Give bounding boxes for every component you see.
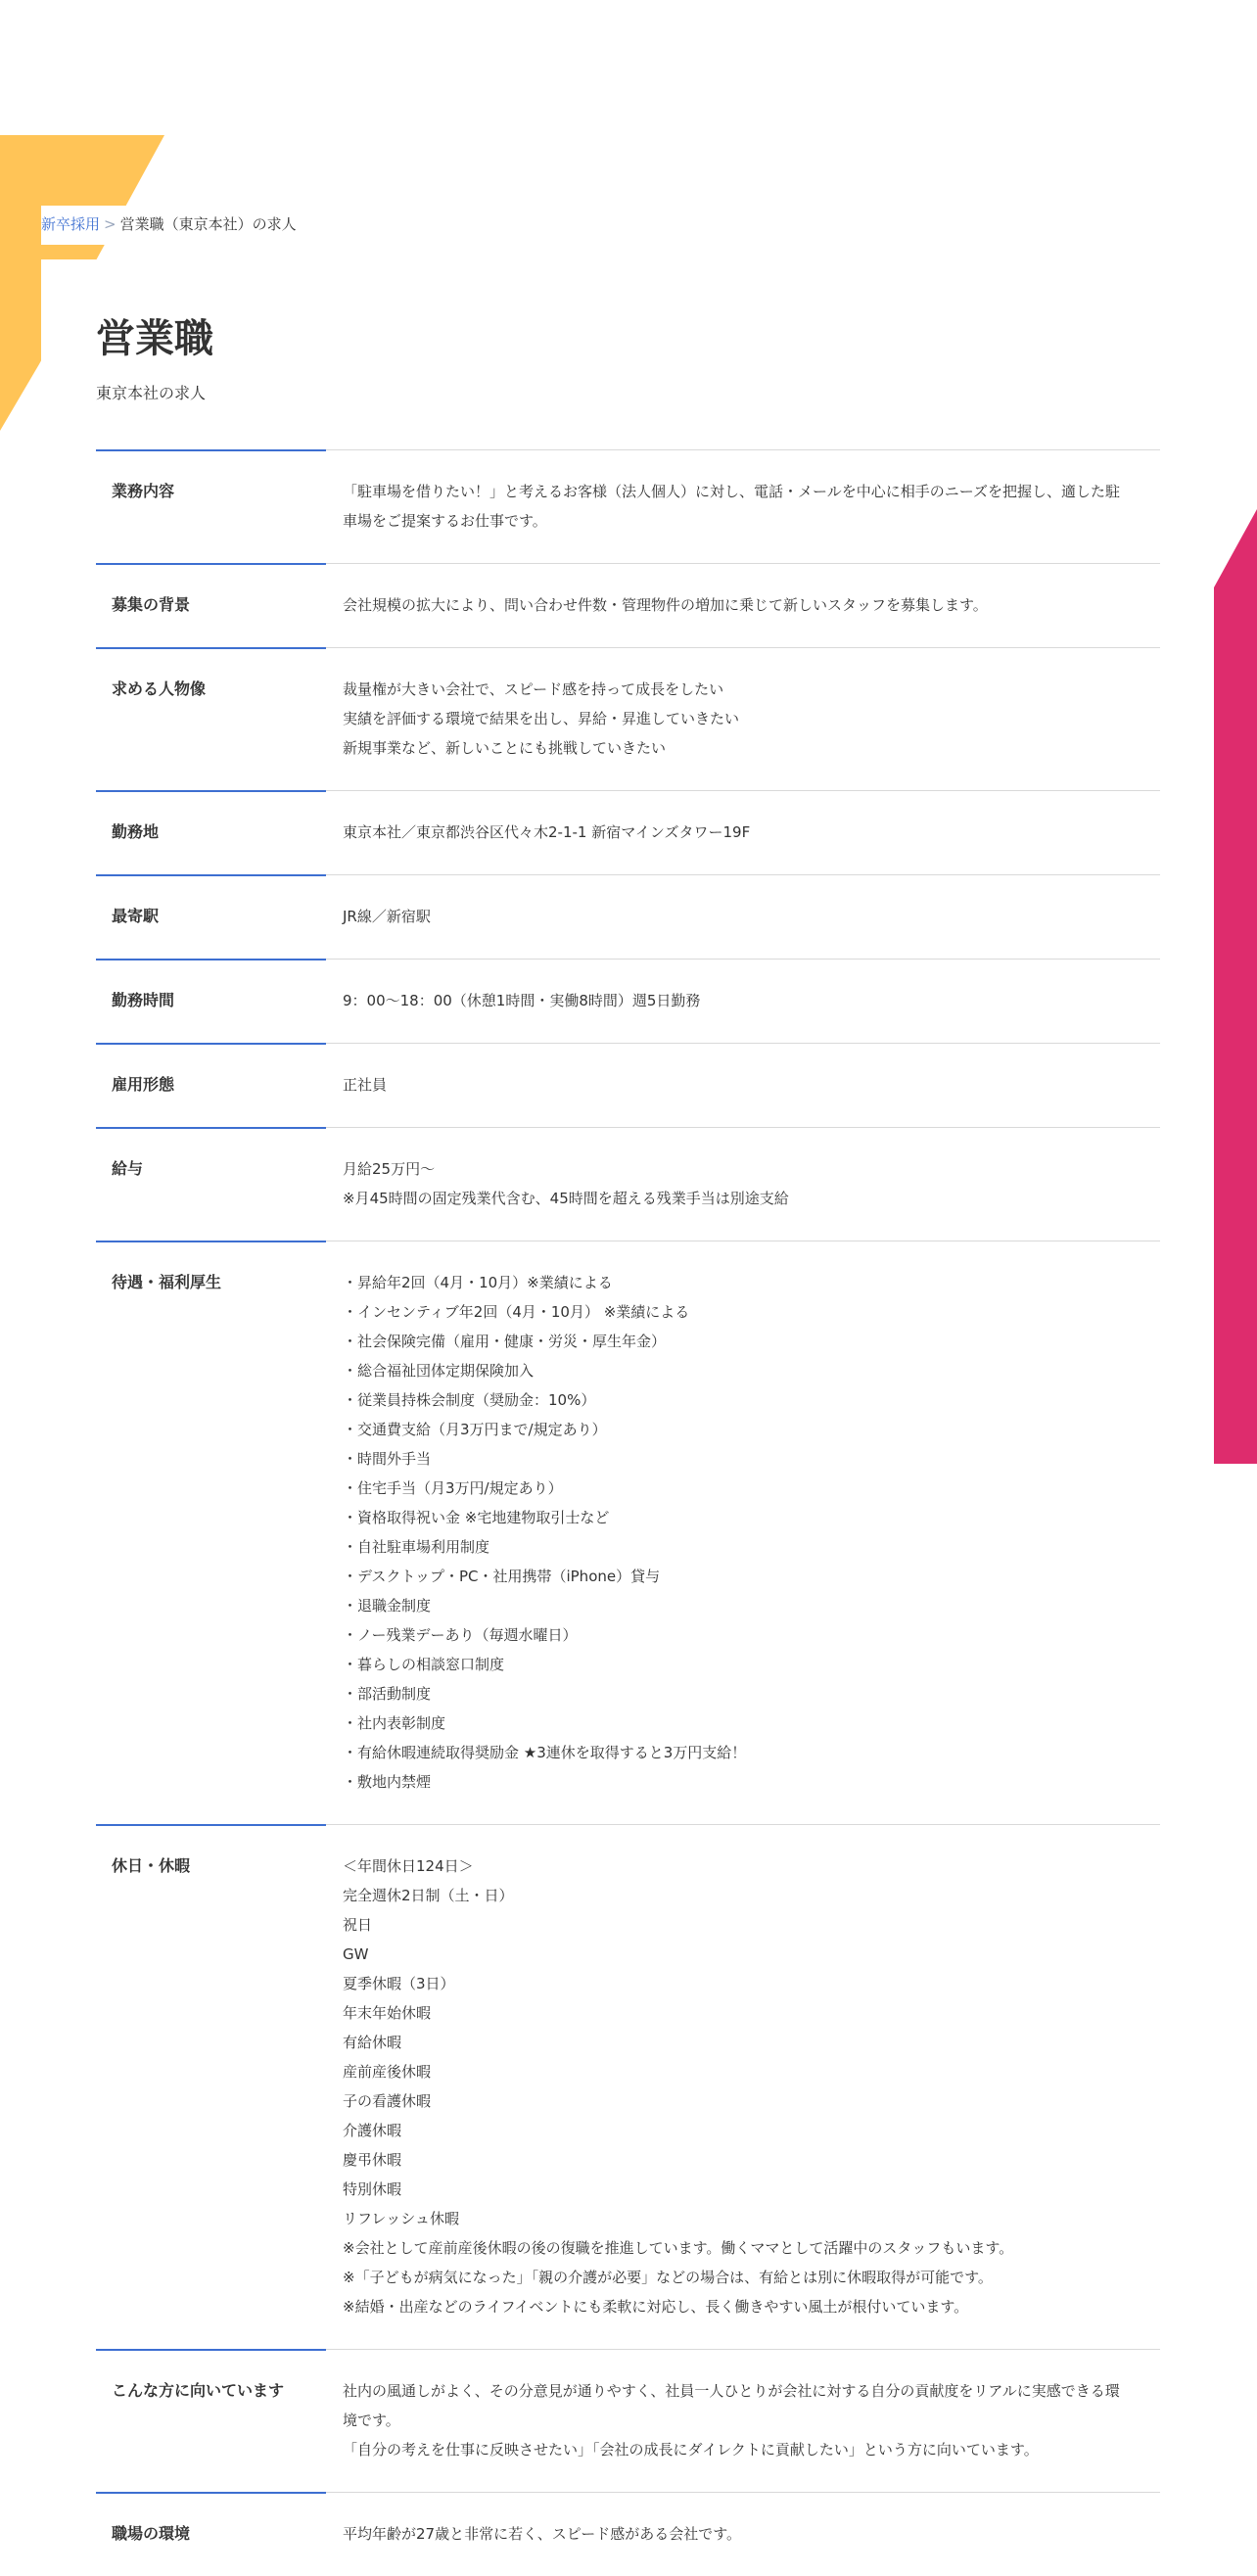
row-value-line: 月給25万円〜	[343, 1160, 436, 1178]
row-value-line: ・昇給年2回（4月・10月）※業績による	[343, 1274, 613, 1291]
breadcrumb-current: 営業職（東京本社）の求人	[119, 215, 297, 233]
row-value-line: ・社会保険完備（雇用・健康・労災・厚生年金）	[343, 1333, 667, 1350]
row-value-line: 実績を評価する環境で結果を出し、昇給・昇進していきたい	[343, 710, 740, 727]
row-value	[343, 1044, 1160, 1127]
row-value-line: ・デスクトップ・PC・社用携帯（iPhone）貸与	[343, 1568, 661, 1585]
row-value-line: ・敷地内禁煙	[343, 1773, 432, 1791]
row-value-line: 平均年齢が27歳と非常に若く、スピード感がある会社です。	[343, 2525, 741, 2543]
row-label: 勤務時間	[112, 991, 175, 1009]
table-row	[96, 1241, 1160, 1824]
row-value-line: 完全週休2日制（土・日）	[343, 1887, 514, 1904]
row-value-line: ・自社駐車場利用制度	[343, 1538, 490, 1556]
row-value	[343, 1241, 1160, 1824]
row-value-line: 会社規模の拡大により、問い合わせ件数・管理物件の増加に乗じて新しいスタッフを募集します。	[343, 596, 988, 614]
table-row	[96, 1127, 1160, 1241]
row-value-line: ・時間外手当	[343, 1450, 432, 1468]
table-row	[96, 1824, 1160, 2349]
row-value-line: 9：00〜18：00（休憩1時間・実働8時間）週5日勤務	[343, 992, 701, 1009]
table-row	[96, 959, 1160, 1043]
row-value-line: ※「子どもが病気になった」「親の介護が必要」などの場合は、有給とは別に休暇取得が可能です。	[343, 2269, 993, 2286]
row-value	[343, 648, 1160, 790]
row-label: 最寄駅	[112, 907, 160, 925]
table-row	[96, 874, 1160, 959]
row-value-line: ・部活動制度	[343, 1685, 432, 1703]
row-label: 求める人物像	[112, 679, 207, 698]
row-label: 休日・休暇	[112, 1856, 191, 1875]
row-value-line: 東京本社／東京都渋谷区代々木2-1-1 新宿マインズタワー19F	[343, 823, 751, 841]
row-value-line: ・資格取得祝い金 ※宅地建物取引士など	[343, 1509, 610, 1526]
row-label: 給与	[112, 1159, 144, 1178]
table-row	[96, 1043, 1160, 1127]
decorative-pink-shape	[1214, 509, 1257, 1464]
row-value-line: 「自分の考えを仕事に反映させたい」「会社の成長にダイレクトに貢献したい」という方に向いています。	[343, 2441, 1039, 2459]
row-value-line: 有給休暇	[343, 2034, 402, 2051]
row-value-line: 裁量権が大きい会社で、スピード感を持って成長をしたい	[343, 680, 724, 698]
row-value-line: ・暮らしの相談窓口制度	[343, 1656, 505, 1673]
row-value-line: 社内の風通しがよく、その分意見が通りやすく、社員一人ひとりが会社に対する自分の貢献度をリアルに実感できる環境です。	[343, 2382, 1120, 2429]
row-value-line: ※月45時間の固定残業代含む、45時間を超える残業手当は別途支給	[343, 1190, 789, 1207]
row-value-line: ・総合福祉団体定期保険加入	[343, 1362, 535, 1380]
row-value-line: 新規事業など、新しいことにも挑戦していきたい	[343, 739, 667, 757]
row-value-line: ・交通費支給（月3万円まで/規定あり）	[343, 1421, 607, 1438]
row-value-line: ＜年間休日124日＞	[343, 1857, 474, 1875]
table-row	[96, 790, 1160, 874]
page-subtitle: 東京本社の求人	[96, 384, 207, 402]
row-value	[343, 450, 1160, 563]
table-row	[96, 647, 1160, 790]
row-value-line: ・住宅手当（月3万円/規定あり）	[343, 1479, 563, 1497]
breadcrumb-link-home[interactable]: 新卒採用	[41, 215, 101, 233]
row-value-line: 夏季休暇（3日）	[343, 1975, 455, 1992]
row-value-line: 正社員	[343, 1076, 388, 1094]
row-value-line: ・社内表彰制度	[343, 1714, 446, 1732]
row-label: 勤務地	[112, 822, 160, 841]
breadcrumb-separator: >	[104, 215, 116, 233]
row-value-line: JR線／新宿駅	[343, 908, 431, 925]
pink-shape-polygon	[1214, 509, 1257, 1464]
row-value-line: ※結婚・出産などのライフイベントにも柔軟に対応し、長く働きやすい風土が根付いています。	[343, 2298, 969, 2316]
row-value-line: 子の看護休暇	[343, 2092, 432, 2110]
row-label: こんな方に向いています	[112, 2381, 285, 2400]
row-value-line: 特別休暇	[343, 2180, 402, 2198]
row-value	[343, 2350, 1160, 2492]
row-label: 雇用形態	[112, 1075, 175, 1094]
row-value	[343, 564, 1160, 647]
page-title: 営業職	[96, 316, 213, 361]
breadcrumb	[41, 213, 297, 235]
row-label: 待遇・福利厚生	[112, 1273, 222, 1291]
row-label: 募集の背景	[112, 595, 191, 614]
row-value-line: 介護休暇	[343, 2122, 402, 2139]
row-value	[343, 1128, 1160, 1241]
row-value-line: ・従業員持株会制度（奨励金：10%）	[343, 1391, 596, 1409]
row-value-line: ・ノー残業デーあり（毎週水曜日）	[343, 1626, 578, 1644]
row-value	[343, 960, 1160, 1043]
row-label: 職場の環境	[112, 2524, 191, 2543]
row-value-line: ※会社として産前産後休暇の後の復職を推進しています。働くママとして活躍中のスタッフもいます。	[343, 2239, 1014, 2257]
row-value	[343, 875, 1160, 959]
table-row	[96, 2349, 1160, 2492]
row-value-line: ・退職金制度	[343, 1597, 432, 1615]
row-value	[343, 1825, 1160, 2349]
row-value	[343, 2493, 1160, 2576]
row-value-line: GW	[343, 1945, 369, 1963]
row-value-line: 年末年始休暇	[343, 2004, 432, 2022]
row-value-line: 産前産後休暇	[343, 2063, 432, 2081]
row-value-line: 慶弔休暇	[343, 2151, 402, 2169]
job-info-table	[96, 449, 1160, 2576]
table-row	[96, 563, 1160, 647]
row-value-line: 祝日	[343, 1916, 373, 1934]
row-value	[343, 791, 1160, 874]
row-label: 業務内容	[112, 482, 175, 500]
row-value-line: 「駐車場を借りたい！」と考えるお客様（法人個人）に対し、電話・メールを中心に相手のニーズを把握し、適した駐車場をご提案するお仕事です。	[343, 483, 1120, 530]
row-value-line: ・有給休暇連続取得奨励金 ★3連休を取得すると3万円支給！	[343, 1744, 747, 1761]
row-value-line: リフレッシュ休暇	[343, 2210, 459, 2227]
row-value-line: ・インセンティブ年2回（4月・10月） ※業績による	[343, 1303, 690, 1321]
table-row	[96, 2492, 1160, 2576]
table-row	[96, 449, 1160, 563]
